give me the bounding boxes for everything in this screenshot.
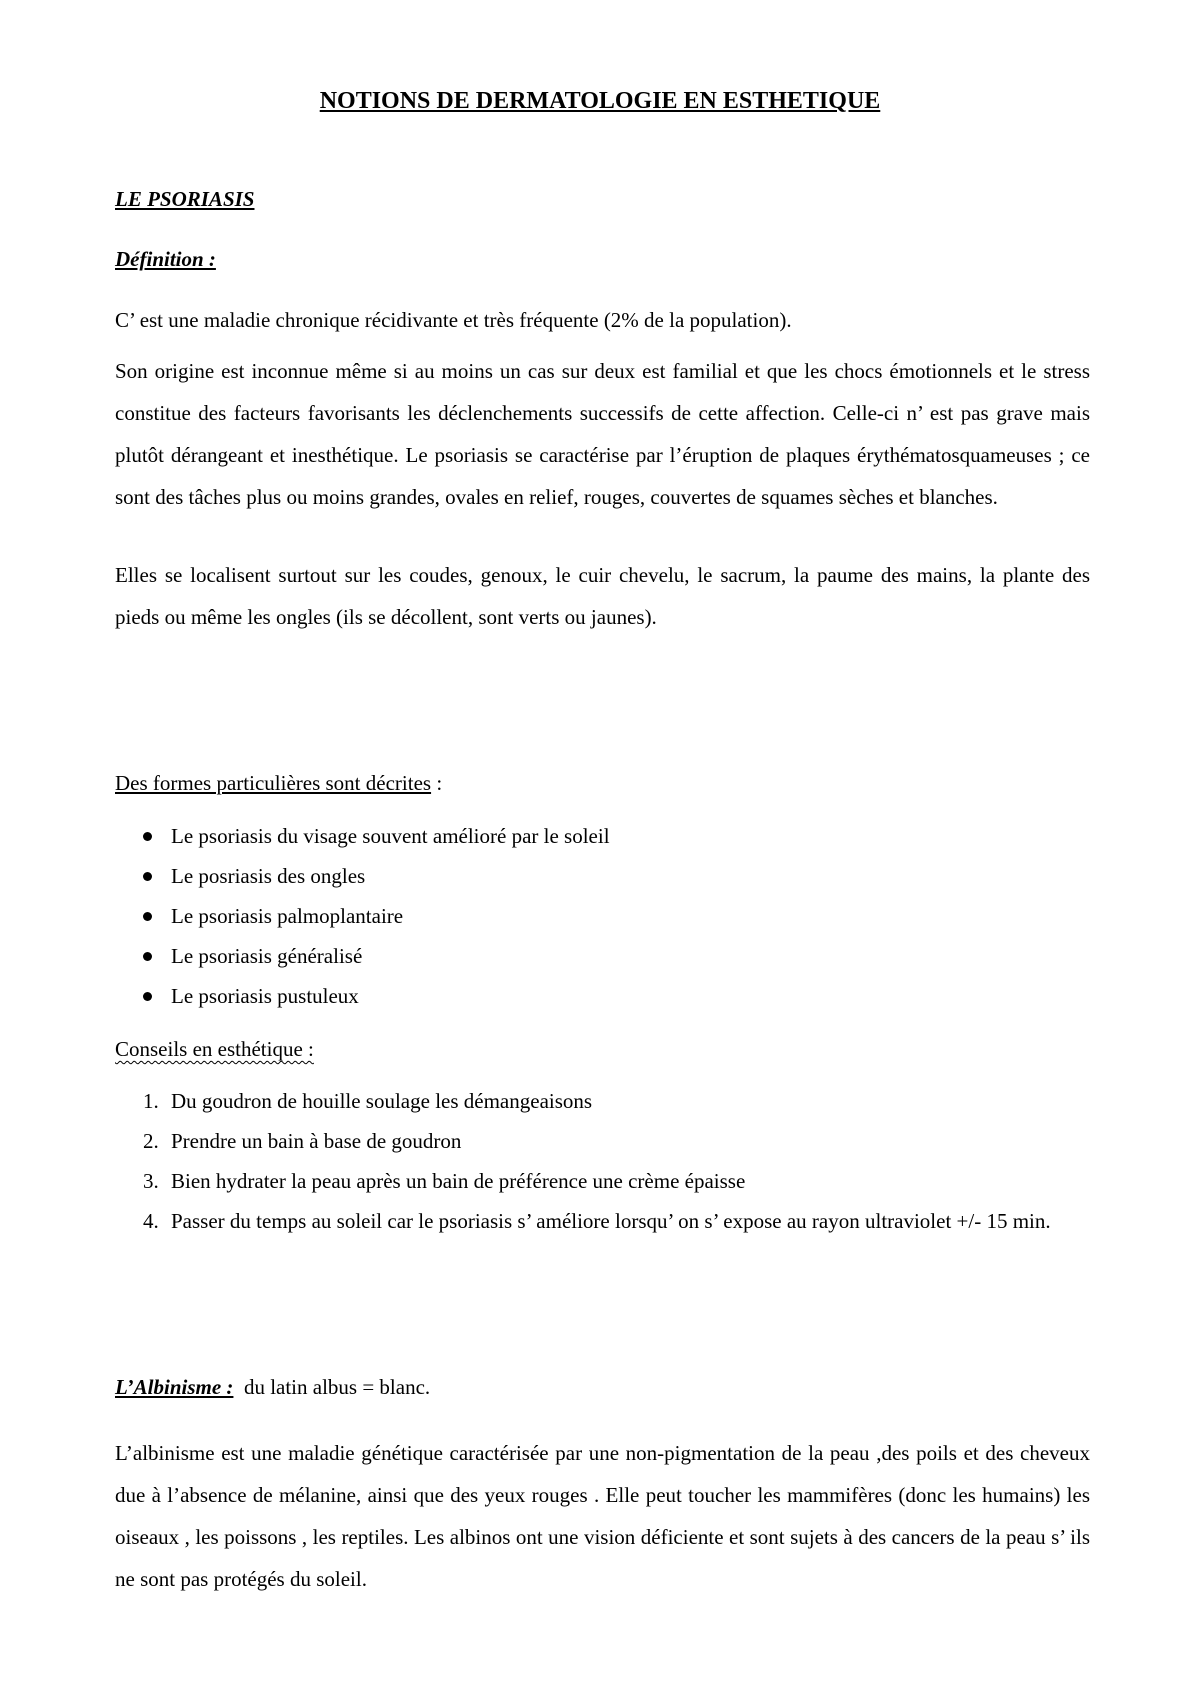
list-item [115, 976, 1090, 1016]
list-item-text: Bien hydrater la peau après un bain de préférence une crème épaisse [171, 1169, 746, 1193]
forms-label: Des formes particulières sont décrites [115, 771, 432, 795]
bullet-icon [143, 992, 152, 1001]
list-item [115, 816, 1090, 856]
list-item-number: 1. [143, 1089, 159, 1113]
albinisme-heading: L’Albinisme : [115, 1375, 234, 1399]
advice-intro [115, 1028, 1090, 1070]
definition-label-text: Définition : [115, 247, 216, 271]
albinisme-etymology: du latin albus = blanc. [233, 1375, 431, 1399]
definition-label [115, 238, 1090, 280]
list-item [115, 1127, 1090, 1156]
list-item-number: 3. [143, 1169, 159, 1193]
bullet-icon [143, 952, 152, 961]
list-item [115, 1087, 1090, 1116]
list-item [115, 856, 1090, 896]
psoriasis-heading-text: LE PSORIASIS [115, 187, 255, 211]
list-item-text: Passer du temps au soleil car le psoriasis s’ améliore lorsqu’ on s’ expose au rayon ultraviolet +/- 15 min. [171, 1209, 1051, 1233]
list-item-text: Prendre un bain à base de goudron [171, 1129, 462, 1153]
document-title: NOTIONS DE DERMATOLOGIE EN ESTHETIQUE [319, 88, 881, 114]
albinisme-paragraph: L’albinisme est une maladie génétique caractérisée par une non-pigmentation de la peau ,des poils et des cheveux due à l’absence de mélanine, ainsi que des yeux rouges . Elle peut toucher les mammifères (donc les humains) les oiseaux , les poissons , les reptiles. Les albinos ont une vision déficiente et sont sujets à des cancers de la peau s’ ils ne sont pas protégés du soleil. [115, 1441, 1090, 1591]
psoriasis-paragraph-3: Elles se localisent surtout sur les coudes, genoux, le cuir chevelu, le sacrum, la paume des mains, la plante des pieds ou même les ongles (ils se décollent, sont verts ou jaunes). [115, 563, 1090, 629]
bullet-icon [143, 872, 152, 881]
forms-label-suffix: : [431, 771, 443, 795]
forms-intro [115, 762, 1090, 804]
list-item-text: Le psoriasis généralisé [171, 944, 363, 968]
list-item-text: Du goudron de houille soulage les démangeaisons [171, 1089, 593, 1113]
list-item-text: Le psoriasis palmoplantaire [171, 904, 404, 928]
forms-list [115, 816, 1090, 1016]
list-item-text: Le psoriasis du visage souvent amélioré par le soleil [171, 824, 610, 848]
psoriasis-paragraph-1: C’ est une maladie chronique récidivante et très fréquente (2% de la population). [115, 308, 792, 332]
list-item-text: Le posriasis des ongles [171, 864, 366, 888]
list-item [115, 1167, 1090, 1196]
list-item [115, 936, 1090, 976]
list-item-number: 2. [143, 1129, 159, 1153]
list-item [115, 896, 1090, 936]
albinisme-intro [115, 1366, 1090, 1408]
list-item-number: 4. [143, 1209, 159, 1233]
advice-label: Conseils en esthétique : [115, 1037, 314, 1061]
psoriasis-heading [115, 178, 1090, 220]
list-item [115, 1207, 1090, 1236]
bullet-icon [143, 832, 152, 841]
advice-list [115, 1087, 1090, 1247]
bullet-icon [143, 912, 152, 921]
list-item-text: Le psoriasis pustuleux [171, 984, 359, 1008]
psoriasis-paragraph-2: Son origine est inconnue même si au moins un cas sur deux est familial et que les chocs émotionnels et le stress constitue des facteurs favorisants les déclenchements successifs de cette affection. Celle-ci n’ est pas grave mais plutôt dérangeant et inesthétique. Le psoriasis se caractérise par l’éruption de plaques érythématosquameuses ; ce sont des tâches plus ou moins grandes, ovales en relief, rouges, couvertes de squames sèches et blanches. [115, 359, 1090, 509]
